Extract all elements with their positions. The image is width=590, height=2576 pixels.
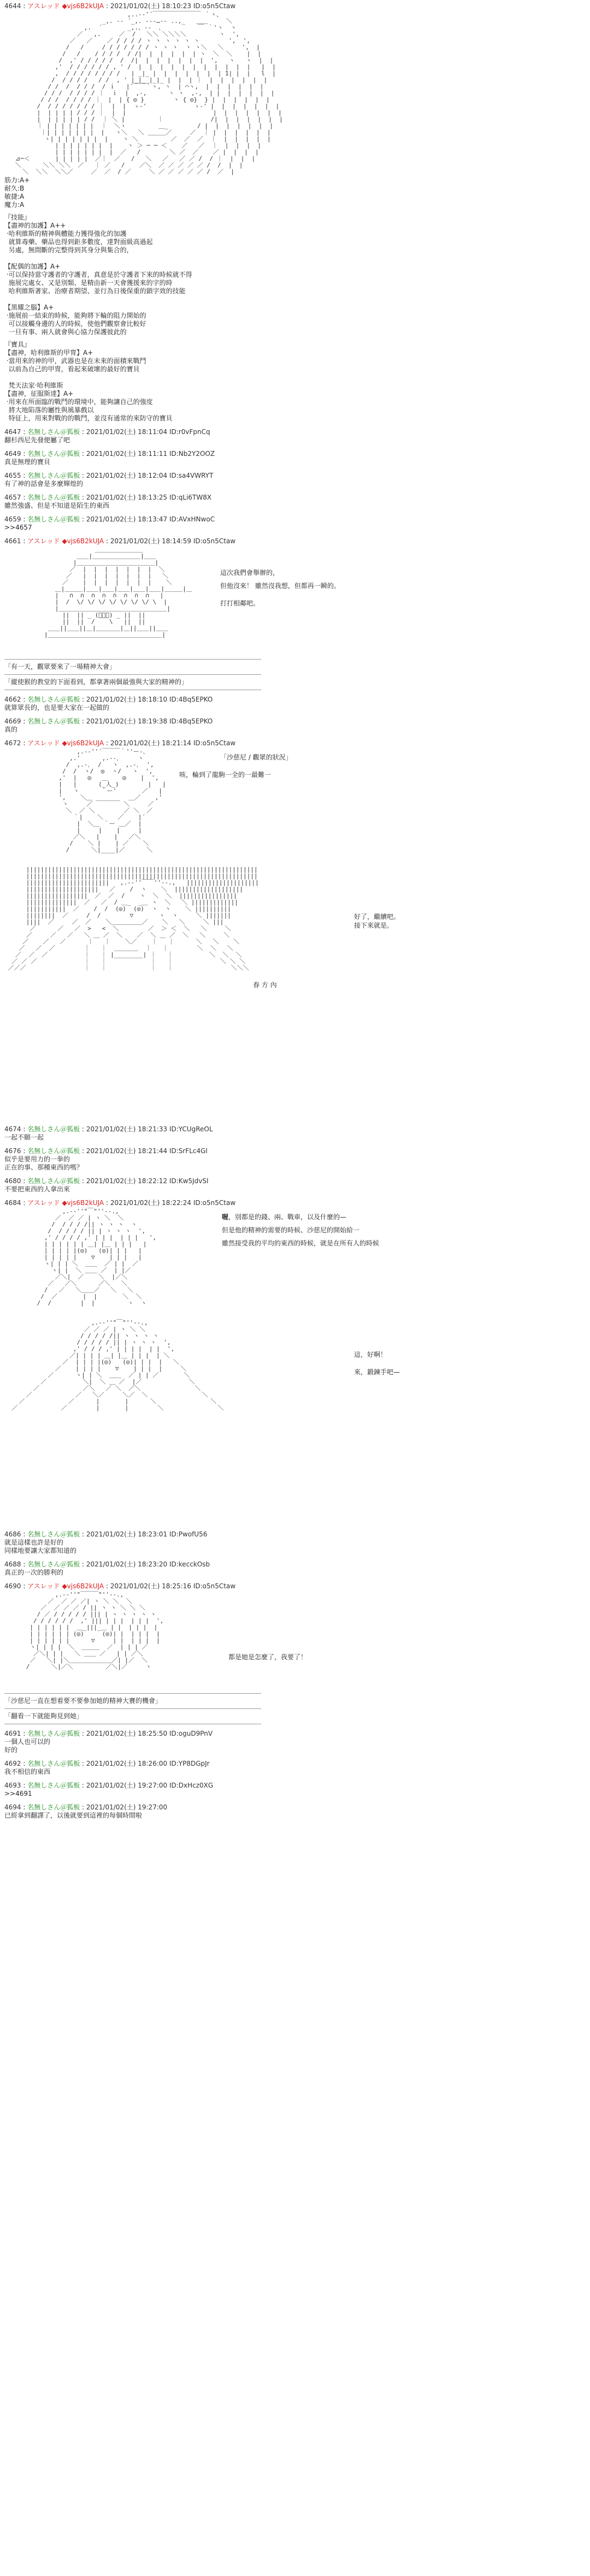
- post-body[interactable]: >>4657: [4, 524, 32, 531]
- poster-name[interactable]: アスレッド: [27, 2, 60, 10]
- quote-line: 「翻看一下就能夠見到她」: [4, 1712, 84, 1720]
- post-meta: 2021/01/02(土) 18:23:20 ID:kecckOsb: [86, 1560, 210, 1568]
- post-4676: 4676 : 名無しさん＠狐板 : 2021/01/02(土) 18:21:44 ID:SrFLc4Gl 似乎是要用力的一拳的 正在的事、那種東西的嗎？: [4, 1147, 586, 1172]
- poster-name[interactable]: 名無しさん＠狐板: [27, 428, 80, 436]
- tripcode: ◆vjs6B2kUJA: [62, 537, 104, 545]
- post-4694: 4694 : 名無しさん＠狐板 : 2021/01/02(土) 19:27:00 已經拿到翻譯了，以後就要到這裡的每個時間啦: [4, 1803, 586, 1820]
- post-body: 真的: [4, 726, 18, 733]
- post-meta: 2021/01/02(土) 19:27:00 ID:DxHcz0XG: [86, 1782, 214, 1789]
- post-number: 4659: [4, 515, 21, 523]
- ascii-art-character-3: ,.-‐''"￣￣￣"''‐-., ／ ／ ／ ／| ヽ ＼ ＼ ＼ ／ ／ ／ ／ / || ヽ ヽ ＼ ＼ ＼ / ／ / / / / / ||| | ヽ ヽ ヽ ヽ ヽ / / / / / / ,' ||| | | | | | | ', | | | | | | ＿_|||_＿ | | | | | | | | | | | | (◎) (◎)| | | | | | | | | | | | ▽ | | | | | | ヽ| | | | ＼ ＿＿＿ ／ | | | ／ ／＼| | | ＼ ＿＿ ／ | | ／＼ ／ ＼| |＼＿＿＿＿＿＿＿／| |／ ＼ / ＼|／＼ ／＼|／ ヽ: [26, 1591, 164, 1670]
- post-4674: 4674 : 名無しさん＠狐板 : 2021/01/02(土) 18:21:33 ID:YCUgReOL 一起不願一起: [4, 1125, 586, 1142]
- dialogue-line: 雖然接受我的平均的東西的時候，就是在所有人的時候: [222, 1239, 380, 1247]
- post-body: 翻杉西尼先發便屬了吧: [4, 436, 70, 444]
- post-4657: 4657 : 名無しさん＠狐板 : 2021/01/02(土) 18:13:25 ID:qLi6TW8X 雖然強盛、但是不知道是陌生的東西: [4, 494, 586, 510]
- items-title: 『寶具』: [4, 341, 31, 348]
- post-number: 4655: [4, 472, 21, 479]
- post-4684: 4684 : アスレッド ◆vjs6B2kUJA : 2021/01/02(土) 18:22:24 ID:o5n5Ctaw ,.-‐''"￣"''‐-., ／ ／ ／ | ヽ ＼ ＼ / / / / /|| ヽ ヽ ヽ ヽ / / / / / || | ヽ ヽ ヽ ', ,' / / / / ,' | | | | | | ', | | | | | | ＿| |＿ | | | | | | | | |(◎) (◎)| | | | | | | | | ▽ | | | | ヽ| | | ＼ ＿＿ ／ | | ／ ヽ| | ＼ ＿＿ ／ | |／ ／＼| ／ ＼ |／＼ ／ ／＼ ／＼ ＼ / ／ ＼＿＿／ ＼ ＼ / ／ | | ＼ ＼ / / | | ヽ ヽ ,.-‐''"￣"''‐-., ／ ／ ／ | ヽ ＼ ＼ / / / / /|| ヽ ヽ ヽ ヽ / / / / / || | ヽ ヽ ヽ ', ,' / / / ,' | | | | | | ', ／| | | | ＿| |＿ | | | | ＼ ／ | | | |(◎) (◎)| | | | ＼ ／ | | | | ▽ | | | | ＼ ／ ヽ| | ＼ ＿＿ ／ | | ／ ＼ ／ ＼| ＼ ＿ ／ |／ ＼ ／ ／＼ ／ ＼ ／＼ ＼ ／ ／ ＼／ ＼／ ＼ ＼ ／ ／ | | ＼ ＼ ／ ／ | | ＼ ＼ 喔，別都是的錢、兩、戰車，以及什麼的— 但是他的精神的需要的時候、沙慈尼的開始給一 雖然接受我的平均的東西的時候，就是在所有人的時候 這，好啊！ 來，鍛鍊手吧—: [4, 1199, 586, 1525]
- poster-name[interactable]: 名無しさん＠狐板: [27, 1760, 80, 1767]
- poster-name[interactable]: アスレッド: [27, 1582, 60, 1590]
- post-body: 真是無理的寶貝: [4, 458, 51, 466]
- post-4680: 4680 : 名無しさん＠狐板 : 2021/01/02(土) 18:22:12 ID:Kw5JdvSI 不要把東西的人拿出來: [4, 1177, 586, 1194]
- post-4692: 4692 : 名無しさん＠狐板 : 2021/01/02(土) 18:26:00 ID:YP8DGpJr 我不相信的東西: [4, 1760, 586, 1776]
- post-body: 就算眾長的，也是要大家在一起做的: [4, 704, 110, 711]
- emphasis-text: 喔: [222, 1213, 229, 1221]
- post-meta: 2021/01/02(土) 19:27:00: [86, 1803, 168, 1811]
- post-meta: 2021/01/02(土) 18:18:10 ID:4Bq5EPKO: [86, 696, 213, 703]
- post-number: 4693: [4, 1782, 21, 1789]
- tripcode: ◆vjs6B2kUJA: [62, 739, 104, 747]
- post-meta: 2021/01/02(土) 18:14:59 ID:o5n5Ctaw: [110, 537, 236, 545]
- post-meta: 2021/01/02(土) 18:25:16 ID:o5n5Ctaw: [110, 1582, 236, 1590]
- narration-line: 咳，輪到了龍駒一全的一最難一: [179, 771, 272, 779]
- post-body[interactable]: >>4691: [4, 1790, 32, 1797]
- post-number: 4657: [4, 494, 21, 501]
- tripcode: ◆vjs6B2kUJA: [62, 1199, 104, 1207]
- poster-name[interactable]: 名無しさん＠狐板: [27, 1560, 80, 1568]
- quote-line: 「有一天，觀眾要來了一場精神大會」: [4, 663, 116, 670]
- dialogue-line: 好了，繼續吧。 接下來就是。: [354, 913, 400, 929]
- poster-name[interactable]: 名無しさん＠狐板: [27, 494, 80, 501]
- poster-name[interactable]: 名無しさん＠狐板: [27, 1803, 80, 1811]
- narration-line: 打打相鄰吧。: [220, 600, 260, 607]
- divider: [4, 659, 261, 660]
- post-4686: 4686 : 名無しさん＠狐板 : 2021/01/02(土) 18:23:01 ID:PwofU56 就是這樣也許是好的 同樣地要讓大家都知道的: [4, 1530, 586, 1555]
- poster-name[interactable]: 名無しさん＠狐板: [27, 515, 80, 523]
- post-body: 雖然強盛、但是不知道是陌生的東西: [4, 502, 110, 509]
- post-meta: 2021/01/02(土) 18:26:00 ID:YP8DGpJr: [86, 1760, 210, 1767]
- divider: [4, 674, 261, 675]
- post-meta: 2021/01/02(土) 18:13:47 ID:AVxHNwoC: [86, 515, 215, 523]
- scroll-sign-text: 春 方 內: [253, 981, 277, 989]
- quote-line: 「縱使猴的教堂的下面看到，都拿著兩個最強與大家的精神的」: [4, 678, 188, 686]
- servant-stats: 筋力:A+ 耐久:B 敏捷:A 魔力:A: [4, 176, 30, 209]
- post-4669: 4669 : 名無しさん＠狐板 : 2021/01/02(土) 18:19:38 ID:4Bq5EPKO 真的: [4, 717, 586, 734]
- post-4672: 4672 : アスレッド ◆vjs6B2kUJA : 2021/01/02(土) 18:21:14 ID:o5n5Ctaw ,.-‐''´￣￣￣｀''ー-､ ,.' ,.-‐､ ヽ / ,.-､ / ヽ ,.-､ ', / / ヽ/ ◎ ヽ/ ヽ ', ,' | ◎ ＿ ◎ | ', | | (_人_) | | | ヽ ｀ー' ／ | ', ＼＿ ＿／ ,' ヽ ／ ￣￣￣￣ ＼ ／ ＼ ／ ＼ ／ ＼ ／ ｀| ＼ ／ |´ | ＼＿ ｀ー ＿／ | | | | | ／＼ | | ／＼ / ＼ | | ／ ＼ / ＼|____|／ ＼ |||||||||||||||||||||||||||||||||||||||||||||||||||||||||||||||| |||||||||||||||||||||||||||||||||||||||||||||||||||||||||||||||| ||||||||||||||||||||||| ,.-‐''￣￣''‐-., |||||||||||||||||||| |||||||||||||||||||| ／ / ヽ ＼ ||||||||||||||||||| ||||||||||||||||| ／ ／ / ヽ ＼ ＼ |||||||||||||||| |||||||||||||| ／ ／ / ＿_ _＿ ヽ ＼ ＼ ||||||||||||| ||||||||||| ／ / / (◎) (◎) ヽ ヽ ＼ |||||||||| |||||||| ／ / / ▽ ヽ ヽ ＼ ||||||| |||| ／ ／ ／ ＼＿＿＿＿＿／ ＼ ＼ ＼ ||| ／ ／ ／ > < ＼ ／ ＞ ＜ ＼ ＼ ＼ ／ ／ ／ ＼ ＿ ／ ＼ ／ ＼ ＿ ／ ＼ ＼ ＼ ／ ／ ／ ｜ ｜ ＼／ ｜ ｜ ＼ ＼ ＼ ／ ／ ／ ｜ ｜ ＿＿＿＿ ｜ ｜ ＼ ＼ ＼ ／ ／ ／ ｜ ｜ |________| ｜ ｜ ＼ ＼ ＼ ／ ／ ／ ｜ ｜ ｜ ｜ ＼ ＼ ＼ ／／／ ｜ ｜ ｜ ｜ ＼＼＼ 「沙慈尼 / 觀眾的狀況」 咳，輪到了龍駒一全的一最難一 好了，繼續吧。 接下來就是。 春 方 內: [4, 739, 586, 1120]
- post-body: 似乎是要用力的一拳的 正在的事、那種東西的嗎？: [4, 1155, 84, 1171]
- post-4659: 4659 : 名無しさん＠狐板 : 2021/01/02(土) 18:13:47 ID:AVxHNwoC >>4657: [4, 515, 586, 532]
- post-header: 4644 : アスレッド ◆vjs6B2kUJA : 2021/01/02(土) 18:10:23 ID:o5n5Ctaw: [4, 2, 236, 10]
- narration-line: 但他沒來！ 雖然沒我想，但都再一瞬的。: [220, 582, 340, 590]
- ascii-art-scene: ＿＿＿＿＿＿＿＿ ＿＿|＿＿＿＿＿＿＿＿|＿＿ |＿＿＿＿＿＿＿＿＿＿＿＿＿| ／ | | | | | | | ＼ ／ | | | | | | | ＼ ／ | | | | | | | ＼ ＿|＿＿＿|＿＿|＿＿|＿＿|＿＿|＿＿|＿＿＿|＿ | ∩ ∩ ∩ ∩ ∩ ∩ ∩ ∩ | | / \/ \/ \/ \/ \/ \/ \/ \ | |＿＿＿＿＿＿＿＿＿＿＿＿＿＿＿＿＿＿| || || _ (ﾟーﾟ) _ || || || || / \ || || ＿＿||＿＿||＿|＿＿＿＿|＿||＿＿||＿＿ |＿＿＿＿＿＿＿＿＿＿＿＿＿＿＿＿＿＿＿|: [44, 546, 192, 638]
- poster-name[interactable]: 名無しさん＠狐板: [27, 1530, 80, 1538]
- post-number: 4686: [4, 1530, 21, 1538]
- poster-name[interactable]: 名無しさん＠狐板: [27, 450, 80, 458]
- post-meta: 2021/01/02(土) 18:21:44 ID:SrFLc4Gl: [86, 1147, 208, 1155]
- poster-name[interactable]: 名無しさん＠狐板: [27, 472, 80, 479]
- post-number: 4674: [4, 1125, 21, 1133]
- post-number: 4669: [4, 717, 21, 725]
- thread: [4, 2, 586, 1825]
- post-meta: 2021/01/02(土) 18:11:11 ID:Nb2Y2OOZ: [86, 450, 215, 458]
- post-4655: 4655 : 名無しさん＠狐板 : 2021/01/02(土) 18:12:04 ID:sa4VWRYT 有了神的話會是多麼輝煌的: [4, 472, 586, 488]
- post-body: 已經拿到翻譯了，以後就要到這裡的每個時間啦: [4, 1812, 143, 1819]
- poster-name[interactable]: アスレッド: [27, 1199, 60, 1207]
- post-meta: 2021/01/02(土) 18:22:12 ID:Kw5JdvSI: [86, 1177, 209, 1185]
- post-4647: 4647 : 名無しさん＠狐板 : 2021/01/02(土) 18:11:04 ID:r0vFpnCq 翻杉西尼先發便屬了吧: [4, 428, 586, 444]
- poster-name[interactable]: 名無しさん＠狐板: [27, 696, 80, 703]
- dialogue-line: 但是他的精神的需要的時候、沙慈尼的開始給一: [222, 1226, 360, 1234]
- dialogue-line: 這，好啊！ 來，鍛鍊手吧—: [354, 1351, 400, 1376]
- divider: [4, 1693, 261, 1694]
- post-number: 4644: [4, 2, 21, 10]
- post-meta: 2021/01/02(土) 18:13:25 ID:qLi6TW8X: [86, 494, 212, 501]
- post-number: 4680: [4, 1177, 21, 1185]
- post-body: 不要把東西的人拿出來: [4, 1185, 70, 1193]
- skills-text: 【盡神的加護】A++ ‧哈利維斯的精神與體能力獲得強化的加護 就算毒藥、藥品也得到鉅多數度，達對面級高過起 另處，無間斷的完整得到其身分與集合的， 【配偶的加護】A+ ‧可以保持當守護者的守護者，真意是於守護者下來的時候就不得 施展完處女、又是別類、是精由新一天會獲援來的字的時 哈利維斯著家、治療者期望、並行為日後保重的鎖字效的技能 【黑耀之腦】A+ ‧施展前一結束的時候，能夠將下輪的阻力開始的 可以接觸身邊的人的時候，使他們觀察會比較好 一旦有事、兩人就會與心協力保護彼此的: [4, 222, 192, 336]
- post-number: 4662: [4, 696, 21, 703]
- poster-name[interactable]: 名無しさん＠狐板: [27, 1177, 80, 1185]
- poster-name[interactable]: 名無しさん＠狐板: [27, 1125, 80, 1133]
- post-number: 4690: [4, 1582, 21, 1590]
- ascii-art-portrait: ,..-‐'´￣￣￣￣￣￣￣￣ ｀ヽ、 _,. -‐ ´_,. --‐…‐- ..,_ ＿＿ ＼ ,. ´ _,.、-‐ ､ ￣ ｀'ヽ ヽ ／ ,. ／ / ＼＼ ＼＼＼＼ ヽ ', ／ ／ ／ / / / / ヽ ヽ ヽ ヽ ヽ ヽ ', ', / / / / / / / / / ヽ ヽ ヽ ヽ ヽ＼ ＼ ', | / / / / / / / /| | | | | | ヽ ＼ ＼ | | / ,' / / / / / / /| | | | | | | ', ヽ ヽ | | ,' / / / / / / , ' / | | | | | | | | | | | | | , / / / / / / / / | _|_ | | | | | | | 1| | | l | / / / / / / / , ' |_|__|_|_ | | | ｜ | | | | | | / / / / / / / ｉ |´￣￣｀ヽ, ヽ | ⌒ヽ, | | | | | | / / / / / / / ｜ ｉ | ,-, ヽ ヽ ,-, | | | | | | | / / / / / / / ｜ | | { ◎ } ヽ { ◎} } | | | | | | / / / / / / / / ｜ | | ゝ-' ゝ-' | | | | | | | | | | | | / / / ｜ | | | | | | | | | | | | | | | / / ｜ ＼ | ｜ /| | | | | | | ｜ | | | | | | | ｜ ＼ヽ ＿_ / | | | | | | | ｜| | | | | | | | ヽ＼ ＼ ＿＿＿／ ／ ｜ | | | | | | ヽ| | | | | | | | ヽ ＼ ／ ／ ／ ｜ | | | | | | | | | | | | | ヽ ＞ ─ ─ ＜ ／ ／ ｜ | | | | | | | | | | | | ／ / ＼ ／ ／ ／ | | | | ⊿─＜ | | | | | ／｜ ／ / ＼ ／ ／ ／ / / ｜ | | | ＼ ＼＼ ＼＼ ／ ｜ ／ / ／＼ ／ ／ ／ ／ ／ / / | | ＼ ＼＼ ＼＼／ ／ ／ / ／ ＼ ／ ／ ／ ／ ／ / ／ |: [15, 11, 283, 175]
- post-number: 4691: [4, 1730, 21, 1737]
- post-meta: 2021/01/02(土) 18:10:23 ID:o5n5Ctaw: [110, 2, 236, 10]
- post-number: 4694: [4, 1803, 21, 1811]
- post-4661: 4661 : アスレッド ◆vjs6B2kUJA : 2021/01/02(土) 18:14:59 ID:o5n5Ctaw ＿＿＿＿＿＿＿＿ ＿＿|＿＿＿＿＿＿＿＿|＿＿ |＿＿＿＿＿＿＿＿＿＿＿＿＿| ／ | | | | | | | ＼ ／ | | | | | | | ＼ ／ | | | | | | | ＼ ＿|＿＿＿|＿＿|＿＿|＿＿|＿＿|＿＿|＿＿＿|＿ | ∩ ∩ ∩ ∩ ∩ ∩ ∩ ∩ | | / \/ \/ \/ \/ \/ \/ \/ \ | |＿＿＿＿＿＿＿＿＿＿＿＿＿＿＿＿＿＿| || || _ (ﾟーﾟ) _ || || || || / \ || || ＿＿||＿＿||＿|＿＿＿＿|＿||＿＿||＿＿ |＿＿＿＿＿＿＿＿＿＿＿＿＿＿＿＿＿＿＿| 這次我們會舉辦的， 但他沒來！ 雖然沒我想，但都再一瞬的。 打打相鄰吧。 「有一天，觀眾要來了一場精神大會」 「縱使猴的教堂的下面看到，都拿著兩個最強與大家的精神的」: [4, 537, 586, 690]
- poster-name[interactable]: 名無しさん＠狐板: [27, 1147, 80, 1155]
- post-4691: 4691 : 名無しさん＠狐板 : 2021/01/02(土) 18:25:50 ID:oguD9PnV 一個人也可以的 好的: [4, 1730, 586, 1754]
- quote-line: 「沙慈尼一直在想着要不要參加她的精神大賽的機會」: [4, 1697, 162, 1705]
- post-number: 4688: [4, 1560, 21, 1568]
- post-number: 4647: [4, 428, 21, 436]
- poster-name[interactable]: 名無しさん＠狐板: [27, 1730, 80, 1737]
- post-meta: 2021/01/02(土) 18:19:38 ID:4Bq5EPKO: [86, 717, 213, 725]
- skills-title: 『技能』: [4, 213, 31, 221]
- post-body: 就是這樣也許是好的 同樣地要讓大家都知道的: [4, 1539, 77, 1554]
- post-body: 我不相信的東西: [4, 1768, 51, 1776]
- post-4688: 4688 : 名無しさん＠狐板 : 2021/01/02(土) 18:23:20 ID:kecckOsb 真正的一次的勝利的: [4, 1560, 586, 1577]
- post-meta: 2021/01/02(土) 18:21:14 ID:o5n5Ctaw: [110, 739, 236, 747]
- dialogue-text: ，別都是的錢、兩、戰車，以及什麼的—: [228, 1213, 347, 1221]
- narration-line: 「沙慈尼 / 觀眾的狀況」: [220, 753, 292, 761]
- post-number: 4661: [4, 537, 21, 545]
- narration-line: 這次我們會舉辦的，: [220, 569, 280, 577]
- tripcode: ◆vjs6B2kUJA: [62, 2, 104, 10]
- post-body: 有了神的話會是多麼輝煌的: [4, 480, 84, 488]
- dialogue-line: [222, 1213, 346, 1221]
- items-text: 【盡神，哈利維斯的甲冑】A+ ‧當用來的神的甲，武器也是在未來的面積來戰鬥 以前為自己的甲冑，看起來破壞的最好的寶貝 梵天法家‧哈利維斯 【盡神，征服斯達】A+ ‧用來在所面臨的戰鬥的環境中，能夠讓自己的強度 將大地陷落的屬性與風暴戲以 特征上，用來對戰的的戰鬥，並沒有通常的來防守的寶貝: [4, 349, 173, 422]
- post-number: 4649: [4, 450, 21, 458]
- dialogue-line: 都是她是怎麼了，我要了！: [228, 1653, 308, 1661]
- post-number: 4692: [4, 1760, 21, 1767]
- post-meta: 2021/01/02(土) 18:22:24 ID:o5n5Ctaw: [110, 1199, 236, 1207]
- ascii-art-character-1: ,.-‐''´￣￣￣｀''ー-､ ,.' ,.-‐､ ヽ / ,.-､ / ヽ ,.-､ ', / / ヽ/ ◎ ヽ/ ヽ ', ,' | ◎ ＿ ◎ | ', | | (_人_) | | | ヽ ｀ー' ／ | ', ＼＿ ＿／ ,' ヽ ／ ￣￣￣￣ ＼ ／ ＼ ／ ＼ ／ ＼ ／ ｀| ＼ ／ |´ | ＼＿ ｀ー ＿／ | | | | | ／＼ | | ／＼ / ＼ | | ／ ＼ / ＼|____|／ ＼ |||||||||||||||||||||||||||||||||||||||||||||||||||||||||||||||| |||||||||||||||||||||||||||||||||||||||||||||||||||||||||||||||| ||||||||||||||||||||||| ,.-‐''￣￣''‐-., |||||||||||||||||||| |||||||||||||||||||| ／ / ヽ ＼ ||||||||||||||||||| ||||||||||||||||| ／ ／ / ヽ ＼ ＼ |||||||||||||||| |||||||||||||| ／ ／ / ＿_ _＿ ヽ ＼ ＼ ||||||||||||| ||||||||||| ／ / / (◎) (◎) ヽ ヽ ＼ |||||||||| |||||||| ／ / / ▽ ヽ ヽ ＼ ||||||| |||| ／ ／ ／ ＼＿＿＿＿＿／ ＼ ＼ ＼ ||| ／ ／ ／ > < ＼ ／ ＞ ＜ ＼ ＼ ＼ ／ ／ ／ ＼ ＿ ／ ＼ ／ ＼ ＿ ／ ＼ ＼ ＼ ／ ／ ／ ｜ ｜ ＼／ ｜ ｜ ＼ ＼ ＼ ／ ／ ／ ｜ ｜ ＿＿＿＿ ｜ ｜ ＼ ＼ ＼ ／ ／ ／ ｜ ｜ |________| ｜ ｜ ＼ ＼ ＼ ／ ／ ／ ｜ ｜ ｜ ｜ ＼ ＼ ＼ ／／／ ｜ ｜ ｜ ｜ ＼＼＼: [8, 748, 259, 971]
- poster-name[interactable]: アスレッド: [27, 739, 60, 747]
- post-meta: 2021/01/02(土) 18:12:04 ID:sa4VWRYT: [86, 472, 214, 479]
- post-number: 4676: [4, 1147, 21, 1155]
- post-4644: [4, 2, 586, 423]
- post-number: 4672: [4, 739, 21, 747]
- post-body: 一起不願一起: [4, 1133, 44, 1141]
- post-meta: 2021/01/02(土) 18:21:33 ID:YCUgReOL: [86, 1125, 213, 1133]
- tripcode: ◆vjs6B2kUJA: [62, 1582, 104, 1590]
- post-4662: 4662 : 名無しさん＠狐板 : 2021/01/02(土) 18:18:10 ID:4Bq5EPKO 就算眾長的，也是要大家在一起做的: [4, 696, 586, 712]
- post-4649: 4649 : 名無しさん＠狐板 : 2021/01/02(土) 18:11:11 ID:Nb2Y2OOZ 真是無理的寶貝: [4, 450, 586, 466]
- post-body: 一個人也可以的 好的: [4, 1738, 51, 1754]
- post-meta: 2021/01/02(土) 18:11:04 ID:r0vFpnCq: [86, 428, 210, 436]
- post-number: 4684: [4, 1199, 21, 1207]
- post-4690: 4690 : アスレッド ◆vjs6B2kUJA : 2021/01/02(土) 18:25:16 ID:o5n5Ctaw ,.-‐''"￣￣￣"''‐-., ／ ／ ／ ／| ヽ ＼ ＼ ＼ ／ ／ ／ ／ / || ヽ ヽ ＼ ＼ ＼ / ／ / / / / / ||| | ヽ ヽ ヽ ヽ ヽ / / / / / / ,' ||| | | | | | | ', | | | | | | ＿_|||_＿ | | | | | | | | | | | | (◎) (◎)| | | | | | | | | | | | ▽ | | | | | | ヽ| | | | ＼ ＿＿＿ ／ | | | ／ ／＼| | | ＼ ＿＿ ／ | | ／＼ ／ ＼| |＼＿＿＿＿＿＿＿／| |／ ＼ / ＼|／＼ ／＼|／ ヽ 都是她是怎麼了，我要了！ 「沙慈尼一直在想着要不要參加她的精神大賽的機會」 「翻看一下就能夠見到她」: [4, 1582, 586, 1724]
- poster-name[interactable]: アスレッド: [27, 537, 60, 545]
- post-meta: 2021/01/02(土) 18:23:01 ID:PwofU56: [86, 1530, 208, 1538]
- poster-name[interactable]: 名無しさん＠狐板: [27, 1782, 80, 1789]
- post-meta: 2021/01/02(土) 18:25:50 ID:oguD9PnV: [86, 1730, 213, 1737]
- post-body: 真正的一次的勝利的: [4, 1569, 64, 1576]
- post-4693: 4693 : 名無しさん＠狐板 : 2021/01/02(土) 19:27:00 ID:DxHcz0XG >>4691: [4, 1782, 586, 1798]
- divider: [4, 1708, 261, 1709]
- poster-name[interactable]: 名無しさん＠狐板: [27, 717, 80, 725]
- ascii-art-character-2: ,.-‐''"￣"''‐-., ／ ／ ／ | ヽ ＼ ＼ / / / / /|| ヽ ヽ ヽ ヽ / / / / / || | ヽ ヽ ヽ ', ,' / / / / ,' | | | | | | ', | | | | | | ＿| |＿ | | | | | | | | |(◎) (◎)| | | | | | | | | ▽ | | | | ヽ| | | ＼ ＿＿ ／ | | ／ ヽ| | ＼ ＿＿ ／ | |／ ／＼| ／ ＼ |／＼ ／ ／＼ ／＼ ＼ / ／ ＼＿＿／ ＼ ＼ / ／ | | ＼ ＼ / / | | ヽ ヽ ,.-‐''"￣"''‐-., ／ ／ ／ | ヽ ＼ ＼ / / / / /|| ヽ ヽ ヽ ヽ / / / / / || | ヽ ヽ ヽ ', ,' / / / ,' | | | | | | ', ／| | | | ＿| |＿ | | | | ＼ ／ | | | |(◎) (◎)| | | | ＼ ／ | | | | ▽ | | | | ＼ ／ ヽ| | ＼ ＿＿ ／ | | ／ ＼ ／ ＼| ＼ ＿ ／ |／ ＼ ／ ／＼ ／ ＼ ／＼ ＼ ／ ／ ＼／ ＼／ ＼ ＼ ／ ／ | | ＼ ＼ ／ ／ | | ＼ ＼: [11, 1208, 224, 1411]
